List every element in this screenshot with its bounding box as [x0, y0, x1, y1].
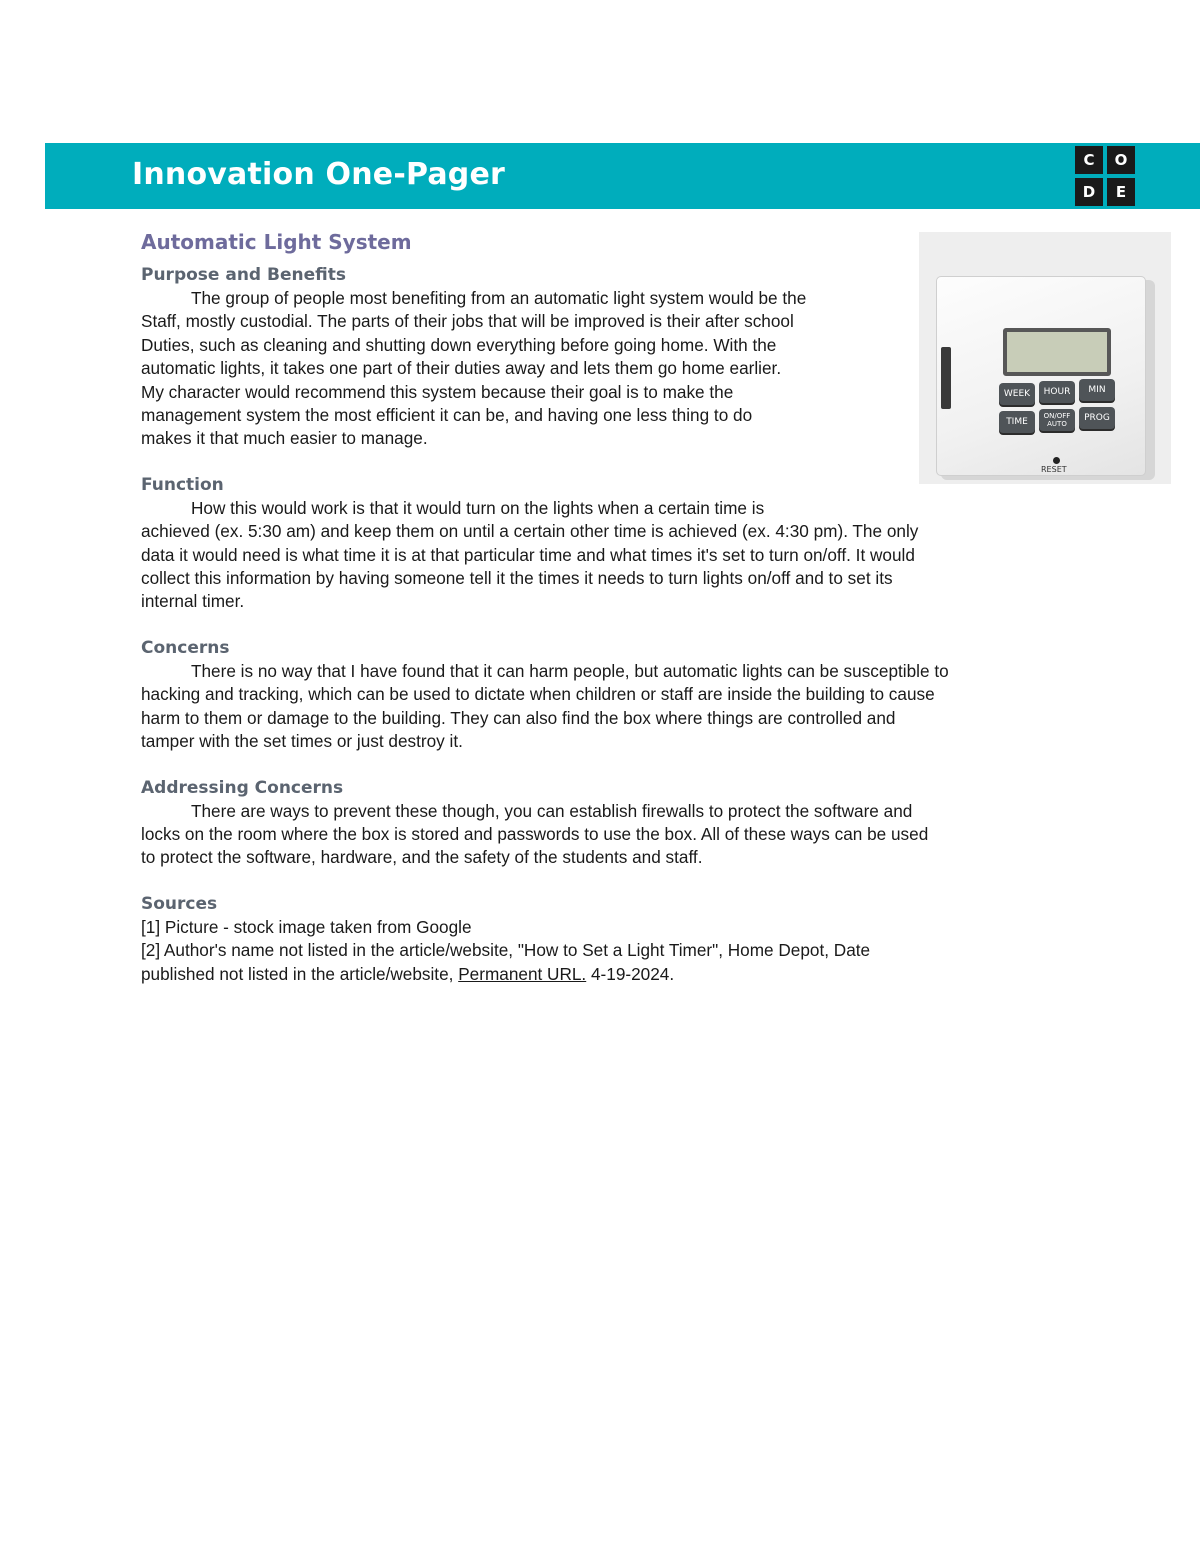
logo-letter: C [1075, 146, 1103, 174]
source-item-1: [1] Picture - stock image taken from Google [141, 916, 472, 937]
function-line: achieved (ex. 5:30 am) and keep them on until a certain other time is achieved (ex. 4:30 pm). The only [141, 521, 919, 542]
purpose-line: My character would recommend this system because their goal is to make the [141, 381, 734, 402]
addressing-section [141, 777, 1061, 870]
section-heading-sources: Sources [141, 893, 218, 914]
device-button-auto-label: AUTO [1047, 420, 1067, 428]
function-line: internal timer. [141, 591, 245, 612]
concerns-line: harm to them or damage to the building. They can also find the box where things are controlled and [141, 707, 896, 728]
function-line: data it would need is what time it is at that particular time and what times it's set to turn on/off. It would [141, 544, 915, 565]
section-heading-concerns: Concerns [141, 637, 230, 658]
logo-letter: O [1107, 146, 1135, 174]
purpose-line: Staff, mostly custodial. The parts of their jobs that will be improved is their after school [141, 311, 794, 332]
logo-letter: D [1075, 178, 1103, 206]
section-heading-addressing: Addressing Concerns [141, 777, 344, 798]
concerns-line: There is no way that I have found that it can harm people, but automatic lights can be susceptible to [191, 660, 949, 681]
addressing-line: locks on the room where the box is stored and passwords to use the box. All of these ways can be used [141, 823, 929, 844]
page-title: Innovation One-Pager [132, 157, 506, 192]
source-item-2: [2] Author's name not listed in the article/website, "How to Set a Light Timer", Home Depot, Date [141, 940, 871, 961]
addressing-line: There are ways to prevent these though, you can establish firewalls to protect the software and [191, 800, 913, 821]
function-section [141, 474, 1061, 614]
header-banner [45, 143, 1200, 209]
section-heading-function: Function [141, 474, 224, 495]
device-button-week: WEEK [999, 383, 1035, 405]
purpose-line: The group of people most benefiting from an automatic light system would be the [191, 288, 807, 308]
source-item-2-continued [141, 963, 1061, 986]
purpose-line: automatic lights, it takes one part of their duties away and lets them go home earlier. [141, 358, 782, 379]
purpose-line: makes it that much easier to manage. [141, 428, 428, 449]
function-line: How this would work is that it would turn on the lights when a certain time is [191, 497, 765, 518]
device-button-prog: PROG [1079, 407, 1115, 429]
logo-letter: E [1107, 178, 1135, 206]
project-title: Automatic Light System [141, 230, 412, 254]
function-line: collect this information by having someone tell it the times it needs to turn lights on/off and to set its [141, 568, 893, 589]
section-heading-purpose: Purpose and Benefits [141, 265, 346, 285]
device-button-onoff-label: ON/OFF [1043, 412, 1071, 420]
purpose-line: management system the most efficient it can be, and having one less thing to do [141, 405, 753, 426]
concerns-line: hacking and tracking, which can be used to dictate when children or staff are inside the building to cause [141, 684, 935, 705]
permanent-url-link[interactable]: Permanent URL. [458, 963, 587, 984]
addressing-line: to protect the software, hardware, and the safety of the students and staff. [141, 847, 703, 868]
purpose-section [141, 264, 901, 451]
source-date: 4-19-2024. [586, 963, 675, 984]
device-reset-label: RESET [1041, 465, 1067, 474]
concerns-section [141, 637, 1061, 754]
device-button-hour: HOUR [1039, 381, 1075, 403]
purpose-line: Duties, such as cleaning and shutting down everything before going home. With the [141, 334, 777, 355]
document-body [141, 228, 1061, 1009]
sources-section [141, 893, 1061, 986]
source-text: published not listed in the article/website, [141, 963, 459, 984]
code-logo [1075, 146, 1135, 206]
device-button-min: MIN [1079, 379, 1115, 401]
device-button-time: TIME [999, 411, 1035, 433]
concerns-line: tamper with the set times or just destroy it. [141, 731, 463, 752]
